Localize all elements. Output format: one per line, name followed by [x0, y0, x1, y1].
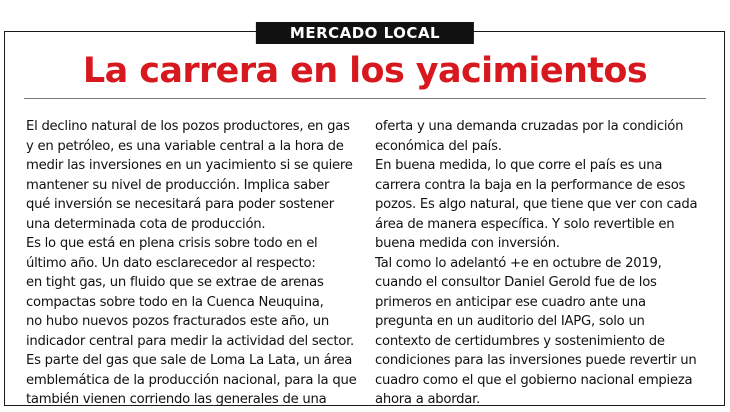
headline: La carrera en los yacimientos	[82, 51, 648, 91]
body-line: también vienen corriendo las generales de una	[26, 392, 327, 407]
body-line: El declino natural de los pozos productores, en gas	[26, 119, 350, 134]
body-line: cuando el consultor Daniel Gerold fue de los	[375, 275, 657, 290]
body-line: pozos. Es algo natural, que tiene que ver con cada	[375, 197, 698, 212]
body-line: contexto de certidumbres y sostenimiento de	[375, 333, 665, 349]
body-line: oferta y una demanda cruzadas por la condición	[375, 119, 684, 134]
body-line: buena medida con inversión.	[375, 236, 560, 251]
body-line: condiciones para las inversiones puede revertir un	[375, 353, 697, 368]
body-line: no hubo nuevos pozos fracturados este año, un	[26, 314, 329, 329]
body-line: Tal como lo adelantó +e en octubre de 2019,	[375, 255, 662, 271]
body-line: y en petróleo, es una variable central a la hora de	[26, 138, 344, 154]
body-line: Es parte del gas que sale de Loma La Lata, un área	[26, 353, 353, 368]
body-line: económica del país.	[375, 138, 502, 154]
body-line: En buena medida, lo que corre el país es una	[375, 158, 663, 173]
article-column-left	[26, 117, 362, 410]
body-line: último año. Un dato esclarecedor al respecto:	[26, 255, 316, 271]
section-tag: MERCADO LOCAL	[256, 22, 474, 44]
body-line: pregunta en un auditorio del IAPG, solo un	[375, 314, 645, 329]
body-line: qué inversión se necesitará para poder sostener	[26, 197, 334, 212]
article-column-right	[375, 117, 711, 410]
body-line: emblemática de la producción nacional, para la que	[26, 372, 357, 388]
body-line: cuadro como el que el gobierno nacional empieza	[375, 372, 693, 388]
body-line: en tight gas, un fluido que se extrae de arenas	[26, 275, 324, 290]
headline-divider	[24, 98, 706, 99]
body-line: ahora a abordar.	[375, 392, 481, 407]
body-line: carrera contra la baja en la performance de esos	[375, 177, 686, 193]
body-line: medir las inversiones en un yacimiento si se quiere	[26, 158, 353, 173]
body-line: primeros en anticipar ese cuadro ante una	[375, 294, 646, 310]
body-line: compactas sobre todo en la Cuenca Neuquina,	[26, 294, 324, 310]
body-line: una determinada cota de producción.	[26, 216, 266, 232]
body-line: área de manera específica. Y solo revertible en	[375, 216, 675, 232]
body-line: Es lo que está en plena crisis sobre todo en el	[26, 236, 318, 251]
body-line: indicador central para medir la actividad del sector.	[26, 333, 355, 349]
body-line: mantener su nivel de producción. Implica saber	[26, 177, 330, 193]
